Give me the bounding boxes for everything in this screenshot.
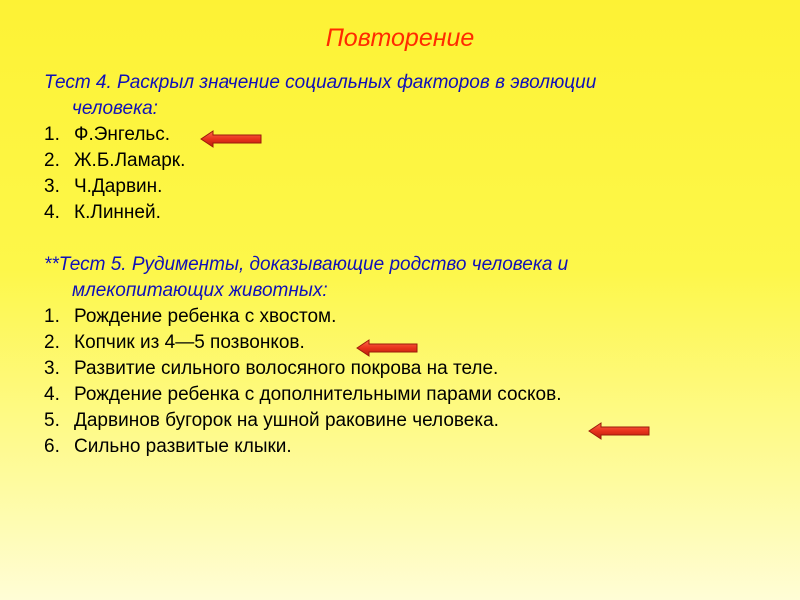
- answer-number: 6.: [44, 436, 60, 457]
- answer-text: Ж.Б.Ламарк.: [74, 150, 186, 171]
- answer-text: Сильно развитые клыки.: [74, 436, 292, 457]
- answer-text: Ф.Энгельс.: [74, 124, 171, 145]
- answer-text: Рождение ребенка с хвостом.: [74, 306, 337, 327]
- slide-title: Повторение: [325, 24, 475, 52]
- answer-number: 4.: [44, 384, 60, 405]
- left-arrow-icon: [356, 339, 418, 357]
- test4-answer-1: [44, 122, 744, 148]
- answer-number: 3.: [44, 176, 60, 197]
- test5-answer-3: [44, 356, 744, 382]
- answer-number: 2.: [44, 332, 60, 353]
- test5-question: [44, 252, 744, 304]
- test4-answer-3: [44, 174, 744, 200]
- answer-number: 1.: [44, 306, 60, 327]
- answer-text: Копчик из 4—5 позвонков.: [74, 332, 305, 353]
- answer-number: 2.: [44, 150, 60, 171]
- slide-content: [44, 70, 744, 460]
- test5-answer-1: [44, 304, 744, 330]
- answer-text: Рождение ребенка с дополнительными парами сосков.: [74, 384, 562, 405]
- answer-text: К.Линней.: [74, 202, 161, 223]
- answer-text: Дарвинов бугорок на ушной раковине человека.: [74, 410, 499, 431]
- answer-number: 1.: [44, 124, 60, 145]
- test5-question-line1: **Тест 5. Рудименты, доказывающие родство человека и: [44, 254, 569, 275]
- answer-text: Ч.Дарвин.: [74, 176, 163, 197]
- answer-number: 3.: [44, 358, 60, 379]
- left-arrow-icon: [588, 422, 650, 440]
- left-arrow-icon: [200, 130, 262, 148]
- test5-question-line2: млекопитающих животных:: [72, 280, 328, 301]
- test4-question-line1: Тест 4. Раскрыл значение социальных факторов в эволюции: [44, 72, 597, 93]
- test4-answer-4: [44, 200, 744, 226]
- answer-number: 4.: [44, 202, 60, 223]
- test4-question: [44, 70, 744, 122]
- test4-question-line2: человека:: [72, 98, 158, 119]
- answer-number: 5.: [44, 410, 60, 431]
- spacer: [44, 226, 744, 252]
- test4-answer-2: [44, 148, 744, 174]
- answer-text: Развитие сильного волосяного покрова на теле.: [74, 358, 499, 379]
- test5-answer-4: [44, 382, 744, 408]
